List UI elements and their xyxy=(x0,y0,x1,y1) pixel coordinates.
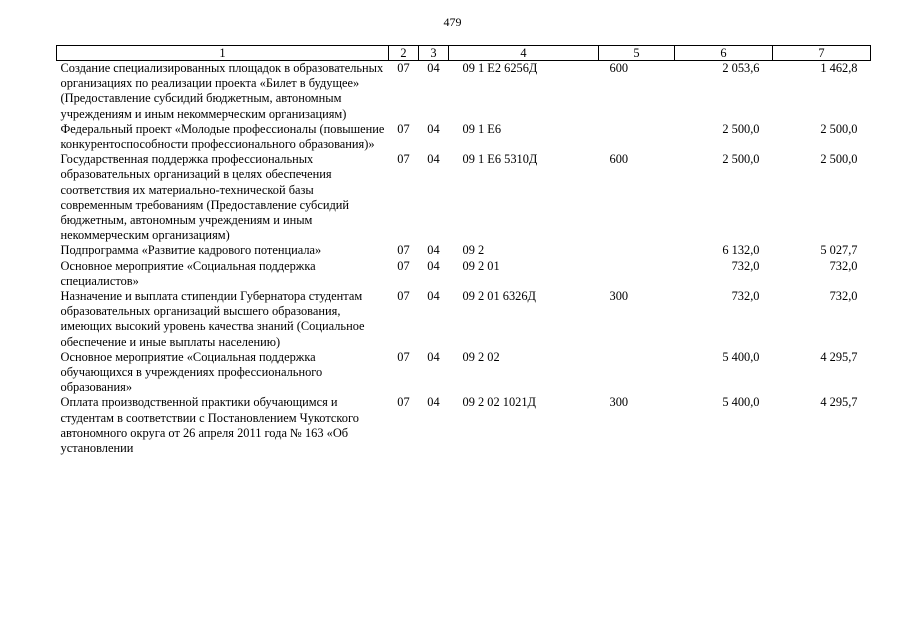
row-expense-type: 600 xyxy=(609,61,629,75)
row-target-code: 09 1 E2 6256Д xyxy=(462,61,538,75)
header-col-6: 6 xyxy=(675,46,773,61)
row-name: Федеральный проект «Молодые профессионалы (повышение конкурентоспособности профессионального образования)» xyxy=(60,121,385,152)
row-expense-type xyxy=(599,350,675,396)
row-amount-planned: 2 500,0 xyxy=(722,152,760,167)
row-expense-type xyxy=(599,243,675,258)
row-section: 07 xyxy=(397,258,410,273)
row-target-code: 09 2 xyxy=(462,243,485,258)
row-name: Государственная поддержка профессиональных образовательных организаций в целях обеспечения соответствия их материально-технической базы современным требованиям (Предоставление субсидий бюджетным, автономным учреждениям и иным некоммерческим организациям) xyxy=(60,152,350,243)
row-amount-executed: 1 462,8 xyxy=(820,61,858,75)
row-target-code: 09 1 E6 5310Д xyxy=(462,152,538,167)
row-amount-planned: 5 400,0 xyxy=(722,349,760,364)
row-amount-executed: 4 295,7 xyxy=(820,395,858,410)
row-subsection: 04 xyxy=(427,243,440,258)
row-amount-executed: 2 500,0 xyxy=(820,121,858,136)
row-expense-type: 300 xyxy=(609,395,629,410)
page-number: 479 xyxy=(443,15,462,29)
table-row xyxy=(57,259,871,289)
row-amount-planned: 6 132,0 xyxy=(722,243,760,258)
row-name: Основное мероприятие «Социальная поддержка специалистов» xyxy=(60,258,316,288)
row-expense-type: 600 xyxy=(609,152,629,167)
row-section: 07 xyxy=(397,61,410,75)
table-row xyxy=(57,289,871,350)
table-row xyxy=(57,61,871,122)
row-section: 07 xyxy=(397,349,410,364)
row-amount-executed: 732,0 xyxy=(829,289,858,304)
row-name: Назначение и выплата стипендии Губернатора студентам образовательных организаций высшего образования, имеющих высокий уровень качества знаний (Социальное обеспечение и иные выплаты населению) xyxy=(60,289,365,349)
row-amount-planned: 732,0 xyxy=(731,289,760,304)
row-target-code: 09 2 02 1021Д xyxy=(462,395,537,410)
budget-table xyxy=(56,45,871,456)
row-amount-planned: 732,0 xyxy=(731,258,760,273)
row-section: 07 xyxy=(397,243,410,258)
table-row xyxy=(57,152,871,243)
table-row xyxy=(57,350,871,396)
row-amount-planned: 2 053,6 xyxy=(722,61,760,75)
row-section: 07 xyxy=(397,395,410,410)
table-row xyxy=(57,122,871,152)
row-target-code: 09 2 02 xyxy=(462,349,500,364)
row-amount-planned: 5 400,0 xyxy=(722,395,760,410)
header-col-7: 7 xyxy=(773,46,871,61)
row-name: Подпрограмма «Развитие кадрового потенциала» xyxy=(60,243,322,258)
header-col-3: 3 xyxy=(419,46,449,61)
row-target-code: 09 2 01 xyxy=(462,258,500,273)
table-row xyxy=(57,395,871,456)
header-row xyxy=(57,46,871,61)
header-col-4: 4 xyxy=(449,46,599,61)
row-amount-executed: 4 295,7 xyxy=(820,349,858,364)
row-section: 07 xyxy=(397,152,410,167)
header-col-1: 1 xyxy=(57,46,389,61)
row-target-code: 09 1 E6 xyxy=(462,121,502,136)
row-subsection: 04 xyxy=(427,152,440,167)
row-amount-planned: 2 500,0 xyxy=(722,121,760,136)
row-amount-executed: 732,0 xyxy=(829,258,858,273)
row-name: Основное мероприятие «Социальная поддержка обучающихся в учреждениях профессионального образования» xyxy=(60,349,323,395)
row-subsection: 04 xyxy=(427,289,440,304)
row-section: 07 xyxy=(397,289,410,304)
row-section: 07 xyxy=(397,121,410,136)
row-expense-type xyxy=(599,259,675,289)
row-expense-type xyxy=(599,122,675,152)
row-subsection: 04 xyxy=(427,258,440,273)
row-expense-type: 300 xyxy=(609,289,629,304)
row-subsection: 04 xyxy=(427,395,440,410)
header-col-2: 2 xyxy=(389,46,419,61)
table-row xyxy=(57,243,871,258)
row-name: Оплата производственной практики обучающимся и студентам в соответствии с Постановлением Чукотского автономного округа от 26 апреля 2011 года № 163 «Об установлении xyxy=(60,395,359,456)
row-target-code: 09 2 01 6326Д xyxy=(462,289,537,304)
row-subsection: 04 xyxy=(427,61,440,75)
header-col-5: 5 xyxy=(599,46,675,61)
row-name: Создание специализированных площадок в образовательных организациях по реализации проекта «Билет в будущее» (Предоставление субсидий бюджетным, автономным учреждениям и иным некоммерческим организациям) xyxy=(60,61,384,121)
row-amount-executed: 2 500,0 xyxy=(820,152,858,167)
row-amount-executed: 5 027,7 xyxy=(820,243,858,258)
row-subsection: 04 xyxy=(427,121,440,136)
row-subsection: 04 xyxy=(427,349,440,364)
